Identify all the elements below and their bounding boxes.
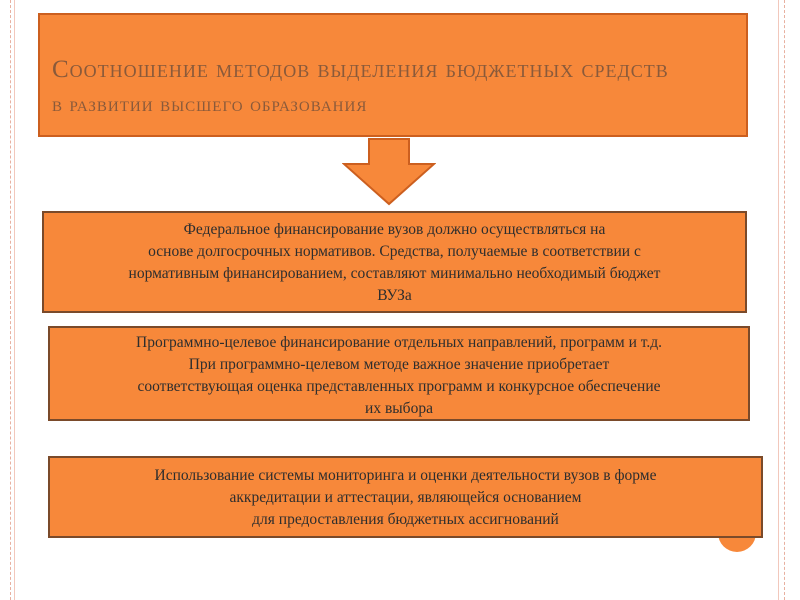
method-block-monitoring — [48, 456, 763, 538]
frame-left-dashed-line — [10, 0, 11, 600]
frame-right-line — [778, 0, 779, 600]
title-box — [38, 13, 748, 137]
method-block-program-target — [48, 326, 750, 421]
slide-title — [52, 53, 742, 121]
block-text-line: аккредитации и аттестации, являющейся основанием — [229, 489, 582, 506]
block-text-line: их выбора — [365, 400, 433, 417]
title-line-1: Соотношение методов выделения бюджетных средств — [52, 56, 669, 83]
block-text-line: При программно-целевом методе важное значение приобретает — [188, 356, 610, 373]
frame-right-dashed-line — [784, 0, 785, 600]
method-block-federal — [42, 211, 747, 313]
block-text-line: соответствующая оценка представленных программ и конкурсное обеспечение — [137, 378, 661, 395]
block-text-line: Федеральное финансирование вузов должно осуществляться на — [183, 221, 606, 238]
down-arrow-icon — [342, 138, 436, 206]
block-text-line: основе долгосрочных нормативов. Средства, получаемые в соответствии с — [148, 243, 641, 260]
block-text-line: для предоставления бюджетных ассигнований — [252, 511, 559, 528]
block-text-line: нормативным финансированием, составляют минимально необходимый бюджет — [128, 265, 661, 282]
block-text-line: Использование системы мониторинга и оценки деятельности вузов в форме — [154, 467, 657, 484]
title-line-2: в развитии высшего образования — [52, 91, 368, 116]
frame-left-line — [14, 0, 15, 600]
block-text-line: Программно-целевое финансирование отдельных направлений, программ и т.д. — [136, 334, 662, 351]
block-text-line: ВУЗа — [377, 287, 412, 304]
